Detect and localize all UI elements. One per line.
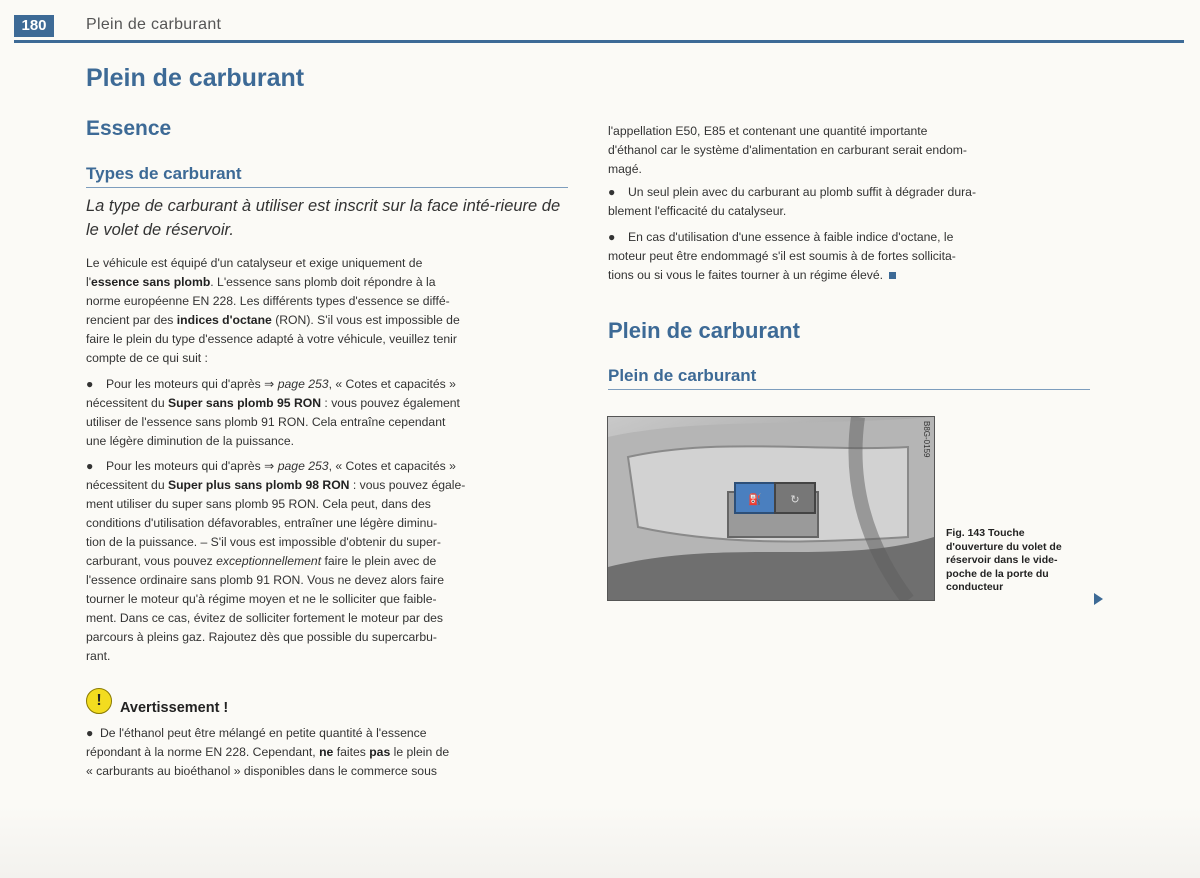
subsection-heading-plein: Plein de carburant xyxy=(608,366,757,385)
intro-paragraph: Le véhicule est équipé d'un catalyseur et exige uniquement de l'essence sans plomb. L'essence sans plomb doit répondre à la norme européenne EN 228. Les différents types d'essence se diffé- rencient par des indices d'octane (RON). S'il vous est impossible de faire le plein du type d'essence adapté à votre véhicule, veuillez tenir compte de ce qui suit : xyxy=(86,256,460,365)
bullet-dot: ● xyxy=(86,726,94,740)
continue-arrow-icon xyxy=(1094,593,1103,605)
figure-fuel-door-button xyxy=(607,416,935,601)
bullet-low-octane: ● En cas d'utilisation d'une essence à faible indice d'octane, le moteur peut être endommagé s'il est soumis à de fortes sollicita- tions ou si vous le faites tourner à un régime élevé. xyxy=(608,230,956,282)
running-title: Plein de carburant xyxy=(86,16,222,33)
figure-caption: Fig. 143 Touche d'ouverture du volet de réservoir dans le vide- poche de la porte du conducteur xyxy=(946,527,1062,593)
section-heading-essence: Essence xyxy=(86,117,172,140)
page-number: 180 xyxy=(14,15,54,37)
scan-bottom-shading xyxy=(0,805,1200,878)
subsection-rule xyxy=(608,389,1090,390)
header-rule xyxy=(14,40,1184,43)
bullet-dot: ● xyxy=(608,230,616,244)
warning-continuation: l'appellation E50, E85 et contenant une quantité importante d'éthanol car le système d'alimentation en carburant serait endom- magé. xyxy=(608,124,967,176)
bullet-super-plus-98: ● Pour les moteurs qui d'après ⇒ page 253, « Cotes et capacités » nécessitent du Super plus sans plomb 98 RON : vous pouvez égale- ment utiliser du super sans plomb 95 RON. Cela peut, dans des conditions d'utilisation défavorables, entraîner une légère diminu- tion de la puissance. – S'il vous est impossible d'obtenir du super- carburant, vous pouvez exceptionnellement faire le plein avec de l'essence ordinaire sans plomb 91 RON. Vous ne devez alors faire tourner le moteur qu'à régime moyen et ne le solliciter que faible- ment. Dans ce cas, évitez de solliciter fortement le moteur par des parcours à pleins gaz. Rajoutez dès que possible du supercarbu- rant. xyxy=(86,459,466,663)
figure-illustration xyxy=(608,417,934,600)
warning-title: Avertissement ! xyxy=(120,700,229,716)
bullet-dot: ● xyxy=(86,459,94,473)
bullet-super-95: ● Pour les moteurs qui d'après ⇒ page 253, « Cotes et capacités » nécessitent du Super sans plomb 95 RON : vous pouvez également utiliser de l'essence sans plomb 91 RON. Cela entraîne cependant une légère diminution de la puissance. xyxy=(86,377,460,448)
subsection-rule xyxy=(86,187,568,188)
lead-text: La type de carburant à utiliser est inscrit sur la face inté-rieure de le volet de réservoir. xyxy=(86,197,561,239)
figure-code: B8G-0159 xyxy=(922,421,931,458)
bullet-leaded-fuel: ● Un seul plein avec du carburant au plomb suffit à dégrader dura- blement l'efficacité du catalyseur. xyxy=(608,185,977,218)
end-of-section-marker xyxy=(889,272,896,279)
svg-text:↻: ↻ xyxy=(790,494,800,506)
svg-text:⛽: ⛽ xyxy=(748,494,762,506)
bullet-dot: ● xyxy=(86,377,94,391)
warning-icon: ! xyxy=(86,688,112,714)
page-title: Plein de carburant xyxy=(86,64,305,92)
section-heading-plein: Plein de carburant xyxy=(608,318,800,343)
warning-text: ● De l'éthanol peut être mélangé en petite quantité à l'essence répondant à la norme EN 228. Cependant, ne faites pas le plein de « carburants au bioéthanol » disponibles dans le commerce sous xyxy=(86,726,450,778)
bullet-dot: ● xyxy=(608,185,616,199)
subsection-heading-types: Types de carburant xyxy=(86,164,242,183)
